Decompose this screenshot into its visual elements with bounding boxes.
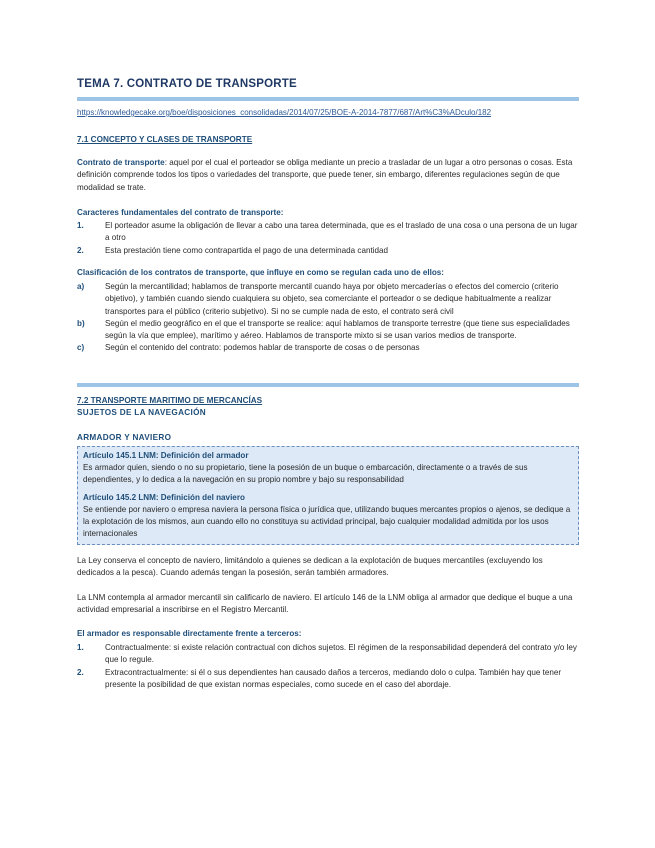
- naviero-paragraph: La Ley conserva el concepto de naviero, limitándolo a quienes se dedican a la explotación de buques mercantiles (excluyendo los dedicados a la pesca). Cuando además tengan la posesión, serán también armadores.: [77, 556, 543, 578]
- contrato-definition-text: : aquel por el cual el porteador se obliga mediante un precio a trasladar de un lugar a otro personas o cosas. Esta definición comprende todos los tipos o variedades del transporte, que puede tener, sin embargo, diferentes regulaciones según de que modalidad se trate.: [77, 158, 573, 192]
- list-marker: 2.: [77, 667, 84, 677]
- article-145-2-text: Se entiende por naviero o empresa naviera la persona física o jurídica que, utilizando buques mercantes propios o ajenos, se dedique a la explotación de los mismos, aun cuando ello no constituya su actividad principal, bajo cualquier modalidad admitida por los usos internacionales: [83, 505, 571, 539]
- article-145-1-title: Artículo 145.1 LNM: Definición del armador: [83, 451, 249, 460]
- clasificacion-title: Clasificación de los contratos de transporte, que influye en como se regulan cada uno de ellos:: [77, 268, 445, 277]
- clasificacion-list: [77, 281, 579, 355]
- subheading-armador-naviero: ARMADOR Y NAVIERO: [77, 433, 172, 442]
- responsable-title: El armador es responsable directamente frente a terceros:: [77, 629, 302, 638]
- subheading-sujetos: SUJETOS DE LA NAVEGACIÓN: [77, 408, 206, 417]
- caracteres-title: Caracteres fundamentales del contrato de transporte:: [77, 208, 284, 217]
- page-title: TEMA 7. CONTRATO DE TRANSPORTE: [77, 78, 297, 90]
- list-marker: 2.: [77, 245, 84, 255]
- list-item: [77, 281, 579, 318]
- article-145-2-title: Artículo 145.2 LNM: Definición del naviero: [83, 493, 245, 502]
- list-item-text: Extracontractualmente: si él o sus dependientes han causado daños a terceros, mediando dolo o culpa. También hay que tener presente la posibilidad de que existan normas especiales, como sucede en el caso del abordaje.: [105, 667, 562, 689]
- list-item: [77, 318, 579, 343]
- list-marker: 1.: [77, 643, 84, 652]
- section-divider: [77, 383, 579, 387]
- list-item-text: El porteador asume la obligación de llevar a cabo una tarea determinada, que es el traslado de una cosa o una persona de un lugar a otro: [105, 221, 578, 243]
- contrato-definition: [77, 157, 579, 194]
- list-item-text: Según el medio geográfico en el que el transporte se realice: aquí hablamos de transporte terrestre (que tiene sus especialidades según la vía que emplee), marítimo y aéreo. Hablamos de transporte mixto si se usan varios medios de transporte.: [105, 318, 570, 341]
- list-marker: c): [77, 343, 85, 353]
- list-item: [77, 245, 579, 257]
- caracteres-list: [77, 220, 579, 257]
- article-145-1-text: Es armador quien, siendo o no su propietario, tiene la posesión de un buque o embarcación, directamente o a través de sus dependientes, y lo dedica a la navegación en su propio nombre y bajo su responsabilidad: [83, 463, 528, 485]
- list-item-text: Según el contenido del contrato: podemos hablar de transporte de cosas o de personas: [105, 343, 420, 353]
- list-item-text: Según la mercantilidad; hablamos de transporte mercantil cuando haya por objeto mercaderías o efectos del comercio (criterio objetivo), y también cuando siendo cualquiera su objeto, sea comerciante el porteador o se dedique habitualmente a realizar transportes para el público (criterio subjetivo). Si no se cumple nada de esto, el contrato será civil: [105, 282, 559, 316]
- list-item: [77, 342, 579, 354]
- boe-link[interactable]: https://knowledgecake.org/boe/disposiciones_consolidadas/2014/07/25/BOE-A-2014-7877/687/Art%C3%ADculo/182: [77, 108, 492, 117]
- list-item: [77, 667, 579, 692]
- title-divider: [77, 97, 579, 101]
- section-heading-concepto: 7.1 CONCEPTO Y CLASES DE TRANSPORTE: [77, 135, 253, 144]
- list-item: [77, 220, 579, 245]
- list-marker: b): [77, 318, 85, 328]
- list-item-text: Esta prestación tiene como contrapartida el pago de una determinada cantidad: [105, 245, 389, 255]
- list-item: [77, 642, 579, 667]
- law-articles-box: [77, 446, 579, 545]
- lnm-paragraph: La LNM contempla al armador mercantil sin calificarlo de naviero. El artículo 146 de la LNM obliga al armador que dedique el buque a una actividad empresarial a inscribirse en el Registro Mercantil.: [77, 593, 573, 615]
- list-item-text: Contractualmente: si existe relación contractual con dichos sujetos. El régimen de la responsabilidad dependerá del contrato y/o ley que lo regule.: [105, 643, 577, 665]
- section-heading-maritimo: 7.2 TRANSPORTE MARITIMO DE MERCANCÍAS: [77, 396, 263, 405]
- responsable-list: [77, 642, 579, 691]
- contrato-definition-lead: Contrato de transporte: [77, 158, 165, 167]
- list-marker: 1.: [77, 221, 84, 230]
- list-marker: a): [77, 282, 85, 291]
